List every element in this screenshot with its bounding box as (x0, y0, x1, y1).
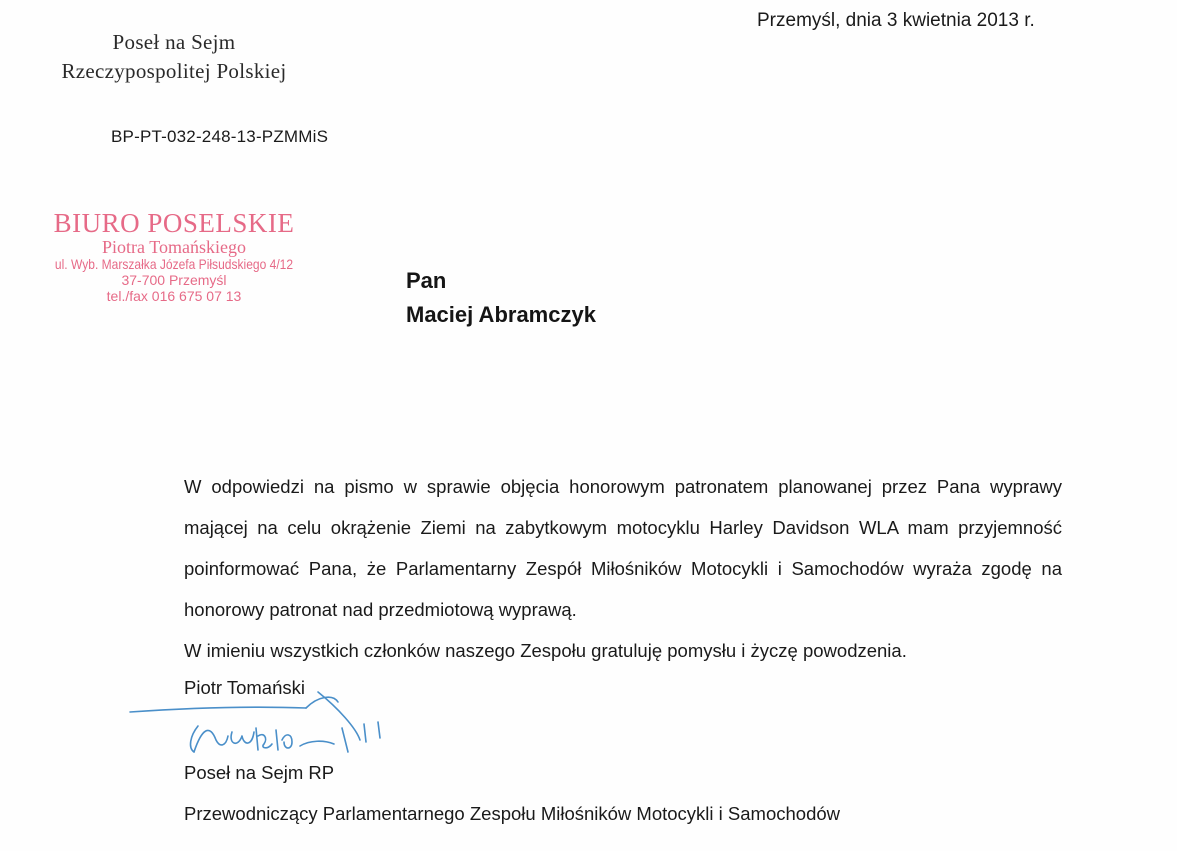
reference-number: BP-PT-032-248-13-PZMMiS (111, 127, 329, 146)
body-paragraph-2: W imieniu wszystkich członków naszego Zespołu gratuluję pomysłu i życzę powodzenia. (184, 640, 907, 661)
date-line: Przemyśl, dnia 3 kwietnia 2013 r. (757, 10, 1035, 31)
signatory-name: Piotr Tomański (184, 677, 305, 698)
sender-header (33, 28, 315, 86)
recipient-salutation: Pan (406, 268, 447, 293)
office-stamp (34, 208, 314, 304)
signatory-title-2: Przewodniczący Parlamentarnego Zespołu Miłośników Motocykli i Samochodów (184, 803, 841, 824)
body-paragraph-1: W odpowiedzi na pismo w sprawie objęcia honorowym patronatem planowanej przez Pana wyprawy mającej na celu okrążenie Ziemi na zabytkowym motocyklu Harley Davidson WLA mam przyjemność poinformować Pana, że Parlamentarny Zespół Miłośników Motocykli i Samochodów wyraża zgodę na honorowy patronat nad przedmiotową wyprawą. (184, 476, 1062, 620)
stamp-line-1: BIURO POSELSKIE (53, 208, 295, 238)
recipient-block (406, 264, 596, 332)
stamp-line-4: 37-700 Przemyśl (121, 272, 227, 288)
stamp-line-3: ul. Wyb. Marszałka Józefa Piłsudskiego 4/12 (54, 256, 294, 272)
letter-body (184, 466, 1062, 671)
recipient-name: Maciej Abramczyk (406, 302, 596, 327)
signatory-title-1: Poseł na Sejm RP (184, 762, 335, 783)
handwritten-signature (128, 688, 398, 760)
stamp-line-5: tel./fax 016 675 07 13 (106, 288, 242, 304)
sender-header-line-2: Rzeczypospolitej Polskiej (61, 59, 287, 83)
sender-header-line-1: Poseł na Sejm (112, 30, 236, 54)
stamp-line-2: Piotra Tomańskiego (102, 237, 246, 257)
